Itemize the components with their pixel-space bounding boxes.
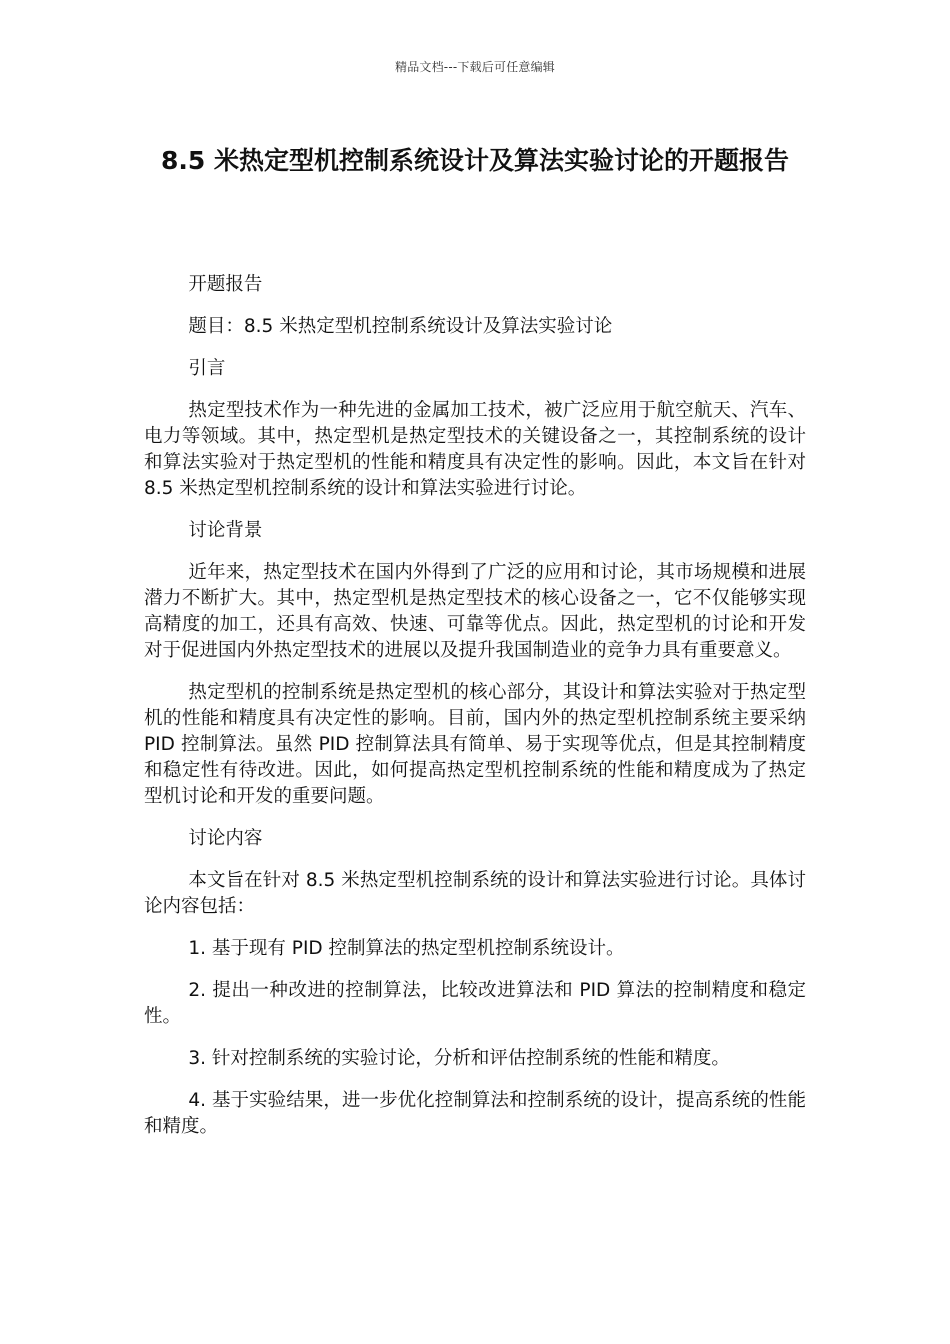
list-item-2: 2. 提出一种改进的控制算法，比较改进算法和 PID 算法的控制精度和稳定性。 — [144, 980, 806, 1027]
paragraph-introduction: 热定型技术作为一种先进的金属加工技术，被广泛应用于航空航天、汽车、电力等领域。其中，热定型机是热定型技术的关键设备之一，其控制系统的设计和算法实验对于热定型机的性能和精度具有决定性的影响。因此，本文旨在针对 8.5 米热定型机控制系统的设计和算法实验进行讨论。 — [144, 400, 806, 499]
paragraph-background-2: 热定型机的控制系统是热定型机的核心部分，其设计和算法实验对于热定型机的性能和精度具有决定性的影响。目前，国内外的热定型机控制系统主要采纳 PID 控制算法。虽然 PID 控制算法具有简单、易于实现等优点，但是其控制精度和稳定性有待改进。因此，如何提高热定型机控制系统的性能和精度成为了热定型机讨论和开发的重要问题。 — [144, 682, 806, 807]
header-note: 精品文档---下载后可任意编辑 — [395, 60, 555, 74]
list-item-1: 1. 基于现有 PID 控制算法的热定型机控制系统设计。 — [188, 938, 625, 959]
section-heading-background: 讨论背景 — [188, 520, 263, 541]
list-item-4: 4. 基于实验结果，进一步优化控制算法和控制系统的设计，提高系统的性能和精度。 — [144, 1090, 806, 1137]
document-title: 8.5 米热定型机控制系统设计及算法实验讨论的开题报告 — [161, 146, 789, 175]
document-body — [144, 272, 806, 1156]
list-item-3: 3. 针对控制系统的实验讨论，分析和评估控制系统的性能和精度。 — [188, 1048, 730, 1069]
paragraph-background-1: 近年来，热定型技术在国内外得到了广泛的应用和讨论，其市场规模和进展潜力不断扩大。其中，热定型机是热定型技术的核心设备之一，它不仅能够实现高精度的加工，还具有高效、快速、可靠等优点。因此，热定型机的讨论和开发对于促进国内外热定型技术的进展以及提升我国制造业的竞争力具有重要意义。 — [144, 562, 806, 661]
paragraph-content-intro: 本文旨在针对 8.5 米热定型机控制系统的设计和算法实验进行讨论。具体讨论内容包括： — [144, 870, 806, 917]
topic-line: 题目：8.5 米热定型机控制系统设计及算法实验讨论 — [188, 316, 613, 337]
section-label-report: 开题报告 — [188, 274, 263, 295]
section-heading-content: 讨论内容 — [188, 828, 263, 849]
section-heading-introduction: 引言 — [188, 358, 226, 379]
